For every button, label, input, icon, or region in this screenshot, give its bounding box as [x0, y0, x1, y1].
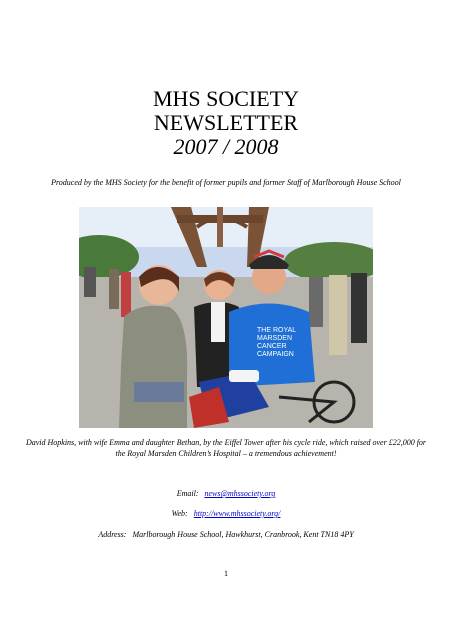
title-line-2: NEWSLETTER	[153, 110, 299, 135]
produced-by-text: Produced by the MHS Society for the benefit of former pupils and former Staff of Marlborough House School	[51, 178, 401, 187]
photo-illustration	[79, 207, 373, 428]
shirt-text-3: CANCER	[257, 343, 287, 350]
shirt-text-1: THE ROYAL	[257, 327, 297, 334]
white-bag	[229, 370, 259, 382]
eiffel-tower-photo	[79, 207, 373, 428]
web-line	[0, 509, 452, 519]
shirt-text-2: MARSDEN	[257, 335, 293, 342]
page-number: 1	[224, 569, 228, 578]
address-text: Marlborough House School, Hawkhurst, Cranbrook, Kent TN18 4PY	[132, 530, 354, 539]
shirt-text-4: CAMPAIGN	[257, 351, 294, 358]
title-year: 2007 / 2008	[173, 134, 279, 159]
address-line	[0, 530, 452, 540]
title-line-1: MHS SOCIETY	[152, 86, 300, 111]
email-line	[0, 489, 452, 499]
photo-caption: David Hopkins, with wife Emma and daughter Bethan, by the Eiffel Tower after his cycle ride, which raised over £22,000 for the Royal Marsden Children’s Hospital – a tremendous achievement!	[25, 438, 427, 458]
web-label: Web:	[171, 509, 188, 518]
email-link[interactable]: news@mhssociety.org	[204, 489, 276, 498]
address-label: Address:	[98, 530, 127, 539]
web-link[interactable]: http://www.mhssociety.org/	[193, 509, 281, 518]
email-label: Email:	[176, 489, 199, 498]
